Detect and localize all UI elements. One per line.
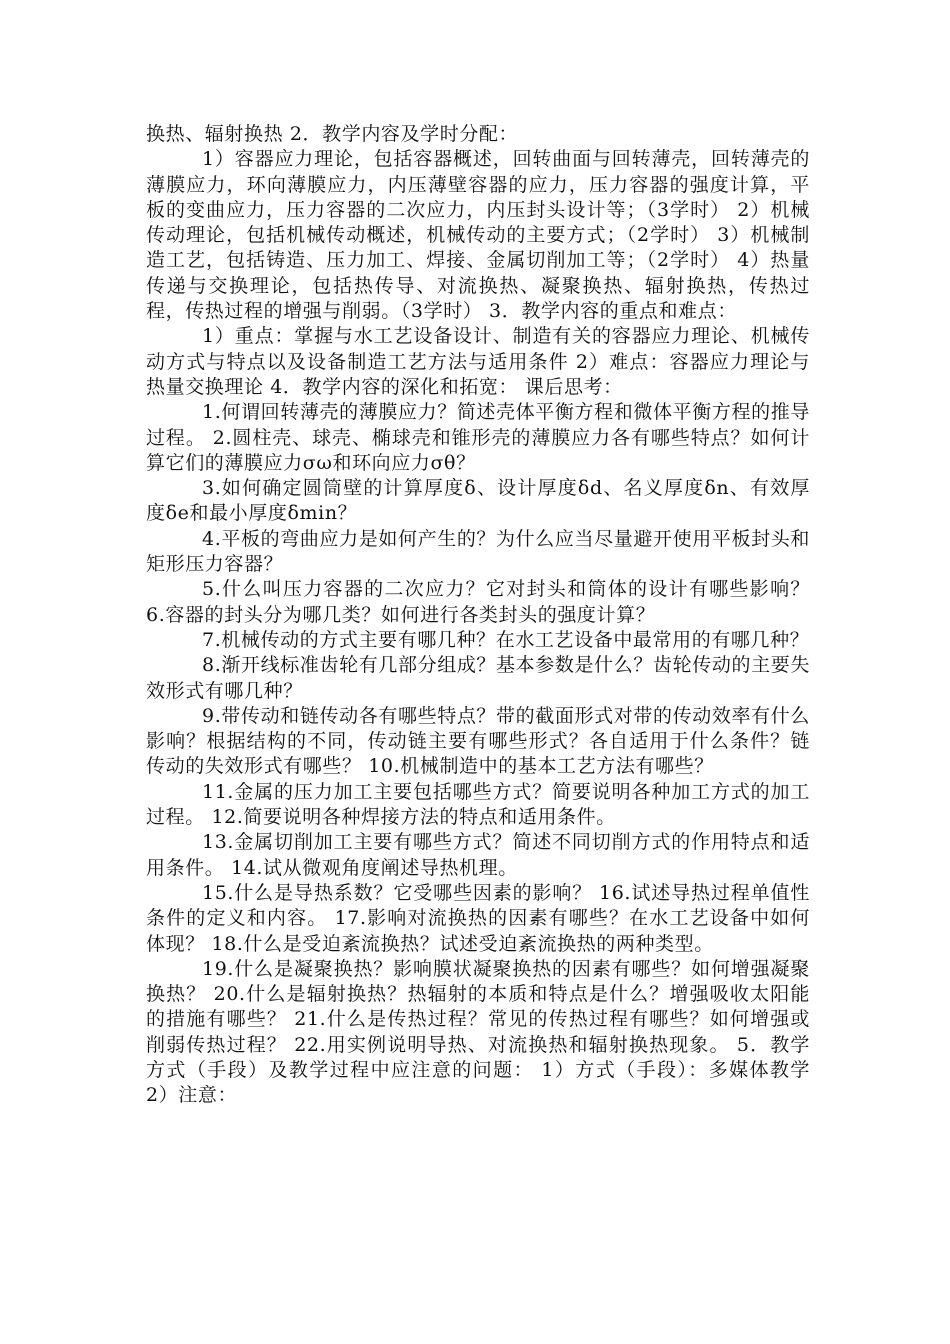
paragraph-12: 13.金属切削加工主要有哪些方式？简述不同切削方式的作用特点和适用条件。 14.试从微观角度阐述导热机理。 bbox=[146, 831, 810, 879]
paragraph-5: 3.如何确定圆筒壁的计算厚度δ、设计厚度δd、名义厚度δn、有效厚度δe和最小厚度δmin？ bbox=[146, 477, 810, 525]
paragraph-4: 1.何谓回转薄壳的薄膜应力？简述壳体平衡方程和微体平衡方程的推导过程。 2.圆柱壳、球壳、椭球壳和锥形壳的薄膜应力各有哪些特点？如何计算它们的薄膜应力σω和环向应力σθ？ bbox=[146, 401, 810, 474]
paragraph-3: 1）重点：掌握与水工艺设备设计、制造有关的容器应力理论、机械传动方式与特点以及设备制造工艺方法与适用条件 2）难点：容器应力理论与热量交换理论 4．教学内容的深化和拓宽： 课后思考： bbox=[146, 325, 810, 398]
paragraph-10: 9.带传动和链传动各有哪些特点？带的截面形式对带的传动效率有什么影响？根据结构的不同，传动链主要有哪些形式？各自适用于什么条件？链传动的失效形式有哪些？ 10.机械制造中的基本工艺方法有哪些？ bbox=[146, 704, 810, 778]
document-body bbox=[146, 122, 810, 1109]
paragraph-11: 11.金属的压力加工主要包括哪些方式？简要说明各种加工方式的加工过程。 12.简要说明各种焊接方法的特点和适用条件。 bbox=[146, 780, 810, 829]
paragraph-13: 15.什么是导热系数？它受哪些因素的影响？ 16.试述导热过程单值性条件的定义和内容。 17.影响对流换热的因素有哪些？在水工艺设备中如何体现？ 18.什么是受迫紊流换热？试述受迫紊流换热的两种类型。 bbox=[146, 881, 810, 955]
paragraph-7: 5.什么叫压力容器的二次应力？它对封头和筒体的设计有哪些影响？ 6.容器的封头分为哪几类？如何进行各类封头的强度计算？ bbox=[146, 578, 810, 626]
paragraph-8: 7.机械传动的方式主要有哪几种？在水工艺设备中最常用的有哪几种？ bbox=[202, 628, 810, 651]
paragraph-9: 8.渐开线标准齿轮有几部分组成？基本参数是什么？齿轮传动的主要失效形式有哪几种？ bbox=[146, 654, 810, 702]
paragraph-1: 换热、辐射换热 2．教学内容及学时分配： bbox=[146, 123, 519, 145]
paragraph-6: 4.平板的弯曲应力是如何产生的？为什么应当尽量避开使用平板封头和矩形压力容器？ bbox=[146, 527, 810, 576]
paragraph-2: 1）容器应力理论，包括容器概述，回转曲面与回转薄壳，回转薄壳的薄膜应力，环向薄膜应力，内压薄壁容器的应力，压力容器的强度计算，平板的变曲应力，压力容器的二次应力，内压封头设计等；（3学时） 2）机械传动理论，包括机械传动概述，机械传动的主要方式；（2学时） 3）机械制造工艺，包括铸造、压力加工、焊接、金属切削加工等；（2学时） 4）热量传递与交换理论，包括热传导、对流换热、凝聚换热、辐射换热，传热过程，传热过程的增强与削弱。（3学时） 3．教学内容的重点和难点： bbox=[146, 148, 810, 323]
paragraph-14: 19.什么是凝聚换热？影响膜状凝聚换热的因素有哪些？如何增强凝聚换热？ 20.什么是辐射换热？热辐射的本质和特点是什么？增强吸收太阳能的措施有哪些？ 21.什么是传热过程？常见的传热过程有哪些？如何增强或削弱传热过程？ 22.用实例说明导热、对流换热和辐射换热现象。 5．教学方式（手段）及教学过程中应注意的问题： 1）方式（手段）：多媒体教学 2）注意： bbox=[146, 957, 810, 1107]
